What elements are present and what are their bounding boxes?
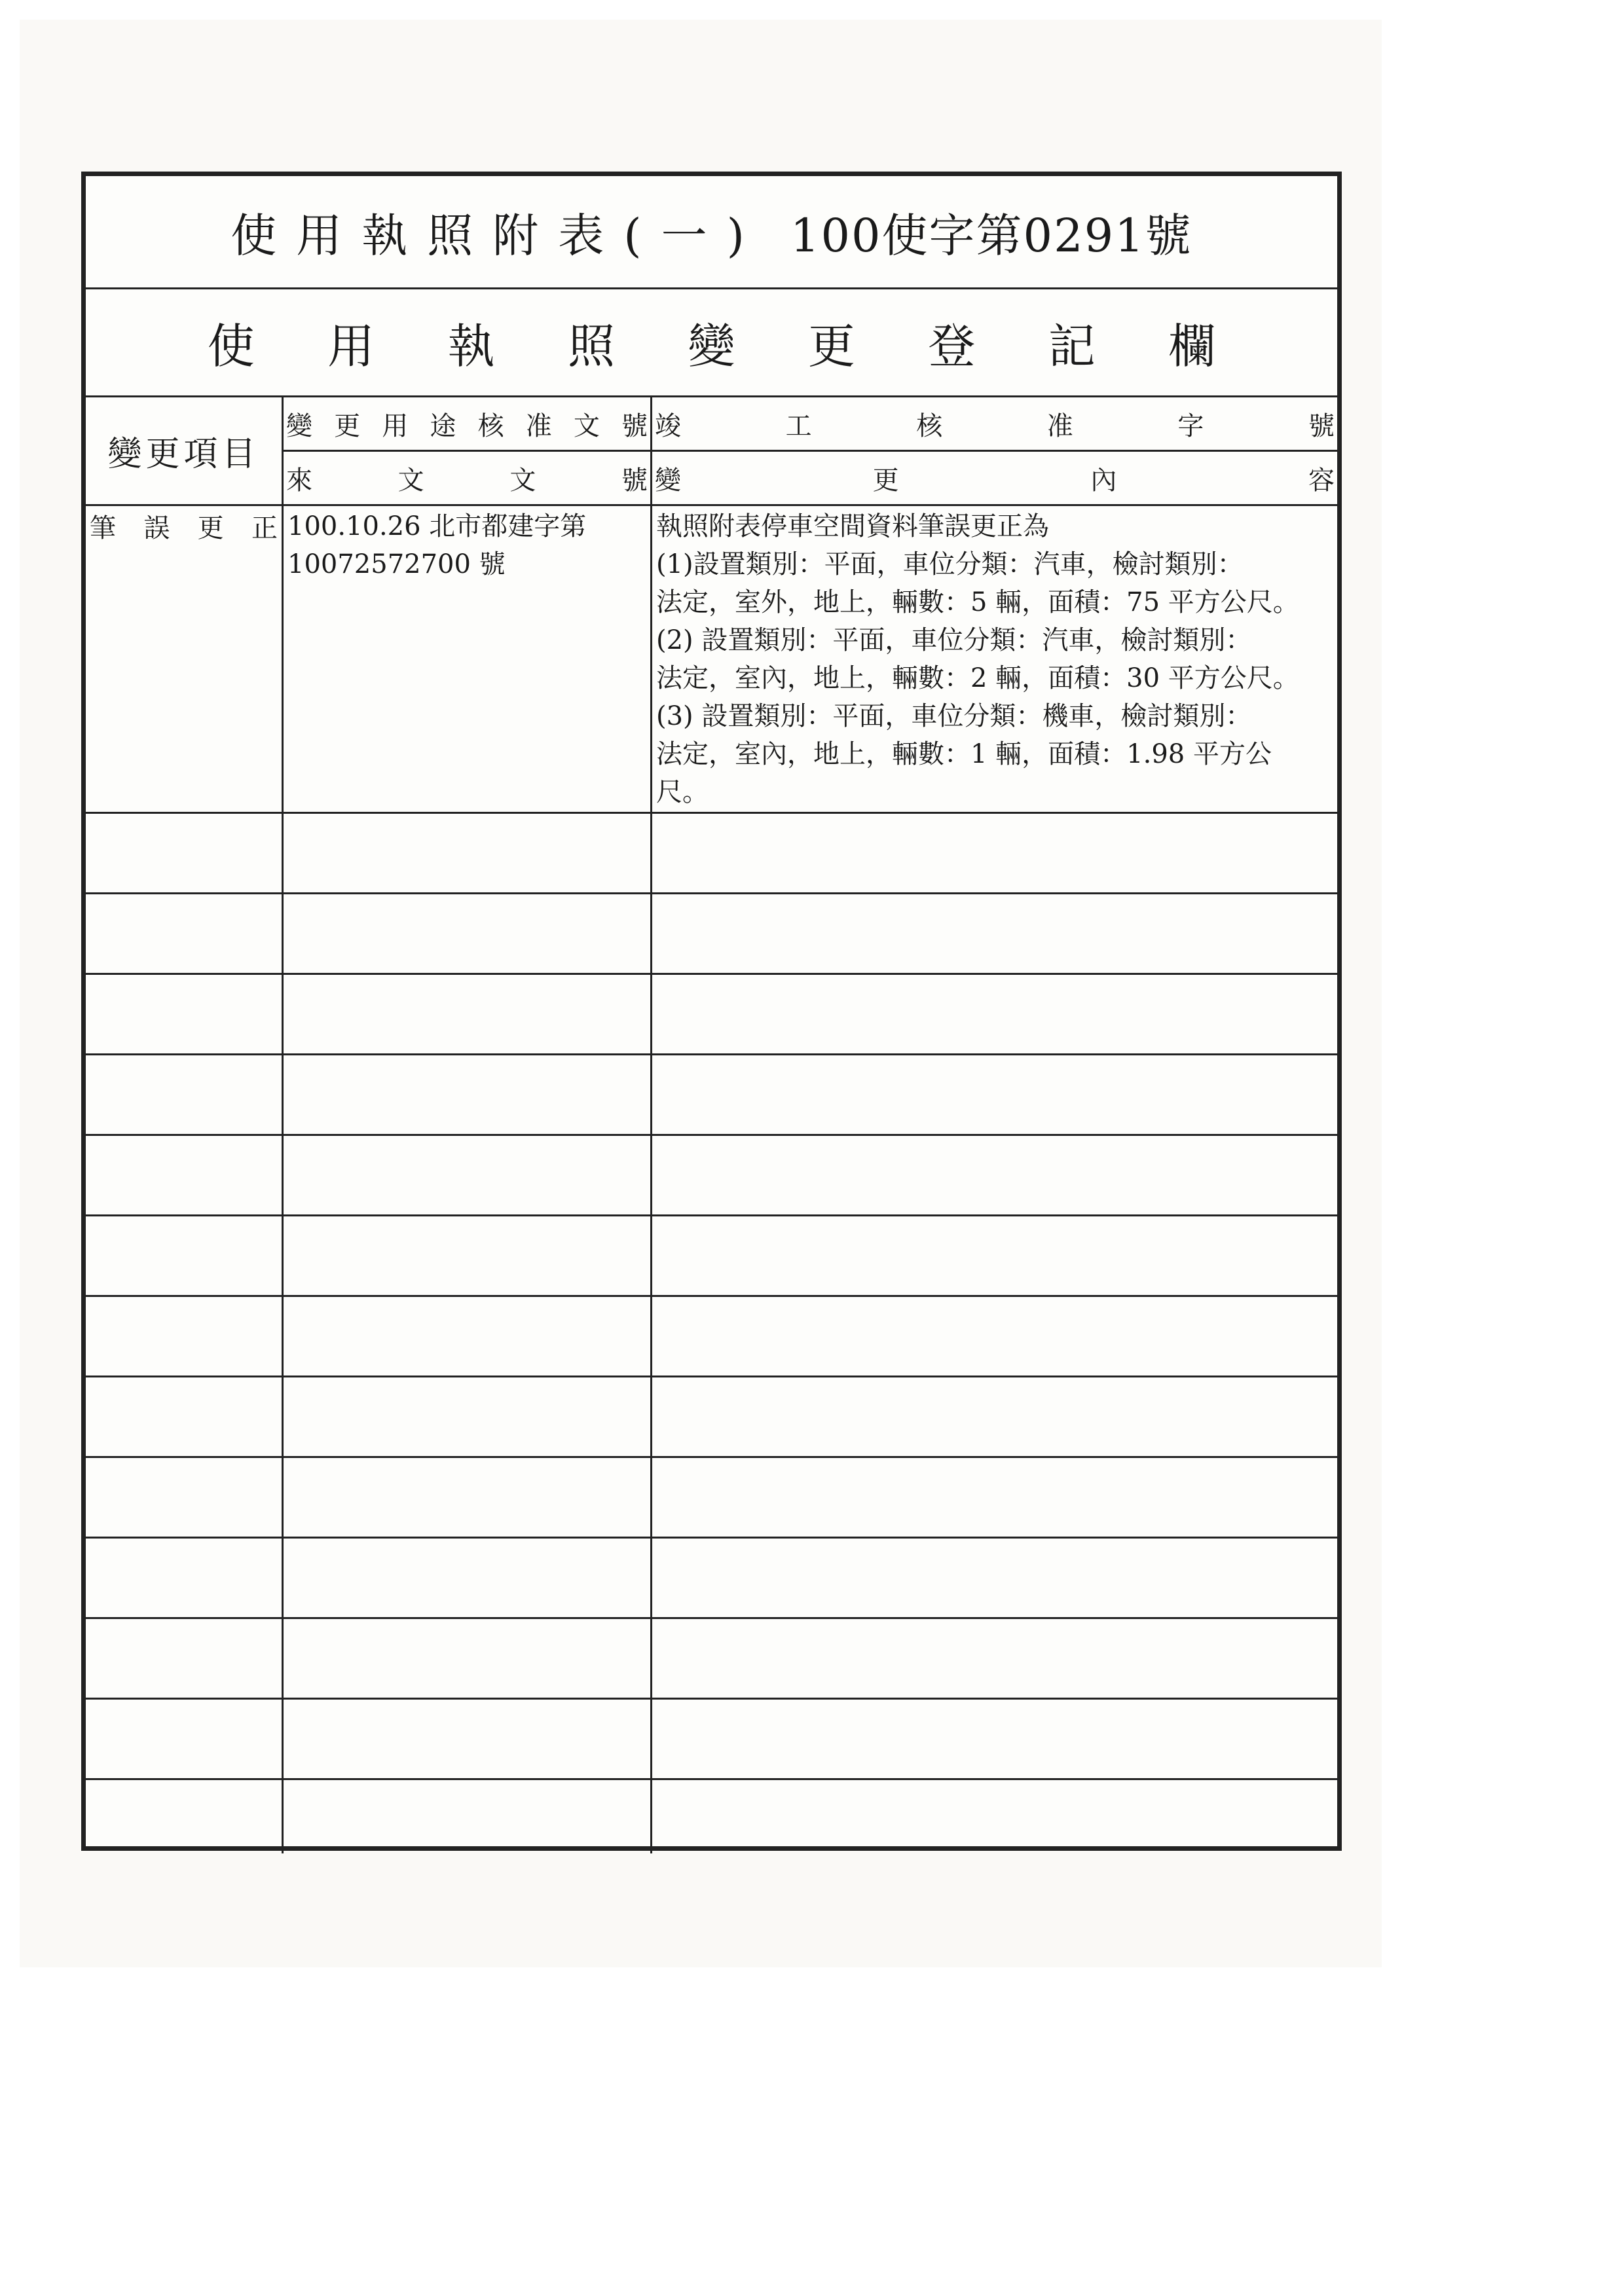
entry-content-line: (1)設置類別：平面，車位分類：汽車，檢討類別： [656,549,1244,579]
entry-content-line: 法定，室外，地上，輛數：5 輛，面積：75 平方公尺。 [656,587,1299,617]
entry-item-text: 筆 誤 更 正 [90,513,278,543]
section-title-char: 更 [807,319,855,374]
section-title-char: 執 [447,319,495,374]
entry-content-line: (3) 設置類別：平面，車位分類：機車，檢討類別： [656,701,1252,731]
section-title-char: 記 [1048,319,1096,374]
section-title-char: 欄 [1168,319,1216,374]
empty-row-cell [284,1377,652,1458]
empty-row-cell [86,1297,284,1377]
header-change-content [652,452,1337,506]
empty-row-cell [86,1619,284,1700]
empty-row-cell [86,1458,284,1539]
empty-row-cell [86,814,284,894]
header-change-item-label: 變更項目 [107,435,260,474]
empty-row-cell [284,814,652,894]
empty-row-cell [86,1055,284,1136]
empty-row-cell [284,975,652,1055]
entry-content [652,506,1337,814]
header-incoming-doc [284,452,652,506]
empty-row-cell [86,1780,284,1853]
empty-row-cell [284,894,652,975]
entry-content-line: 法定，室內，地上，輛數：2 輛，面積：30 平方公尺。 [656,663,1299,693]
empty-row-cell [86,1216,284,1297]
empty-row-cell [86,975,284,1055]
empty-row-cell [652,814,1337,894]
empty-row-cell [86,1700,284,1780]
empty-row-cell [652,1216,1337,1297]
empty-row-cell [652,975,1337,1055]
header-doc-number-label: 變 更 用 途 核 准 文 號 [286,410,648,441]
empty-row-cell [86,1377,284,1458]
header-incoming-doc-label: 來 文 文 號 [286,465,648,496]
empty-row-cell [652,1539,1337,1619]
empty-row-cell [284,1780,652,1853]
header-completion-number [652,397,1337,452]
header-change-content-label: 變 更 內 容 [655,465,1335,496]
empty-row-cell [86,1136,284,1216]
empty-row-cell [652,1458,1337,1539]
entry-incoming-doc-line: 100.10.26 北市都建字第 [287,511,587,541]
entry-content-line: 執照附表停車空間資料筆誤更正為 [656,511,1049,541]
header-doc-number [284,397,652,452]
empty-row-cell [284,1055,652,1136]
empty-row-cell [284,1700,652,1780]
entry-incoming-doc-line: 10072572700 號 [287,549,506,579]
empty-row-cell [284,1619,652,1700]
section-title-char: 登 [928,319,976,374]
form-title-row [86,176,1337,289]
entry-incoming-doc [284,506,652,814]
section-title-char: 使 [207,319,255,374]
entry-content-line: 法定，室內，地上，輛數：1 輛，面積：1.98 平方公 [656,739,1272,769]
section-title-char: 變 [688,319,735,374]
form-title: 使用執照附表(一) [231,208,764,263]
empty-row-cell [284,1216,652,1297]
empty-row-cell [652,1136,1337,1216]
empty-row-cell [284,1458,652,1539]
empty-row-cell [284,1539,652,1619]
empty-row-cell [86,1539,284,1619]
usage-license-form [81,172,1342,1851]
entry-content-line: 尺。 [656,777,709,807]
section-title-char: 照 [568,319,616,374]
empty-row-cell [652,894,1337,975]
license-number: 100使字第0291號 [790,208,1192,263]
empty-row-cell [652,1619,1337,1700]
entry-content-line: (2) 設置類別：平面，車位分類：汽車，檢討類別： [656,625,1252,655]
entry-item [86,506,284,814]
header-completion-number-label: 竣 工 核 准 字 號 [655,410,1335,441]
empty-row-cell [652,1297,1337,1377]
empty-row-cell [652,1780,1337,1853]
section-title [86,289,1337,397]
empty-row-cell [86,894,284,975]
header-change-item [86,397,284,506]
empty-row-cell [652,1700,1337,1780]
empty-row-cell [652,1377,1337,1458]
empty-row-cell [652,1055,1337,1136]
empty-row-cell [284,1136,652,1216]
empty-row-cell [284,1297,652,1377]
section-title-char: 用 [327,319,375,374]
